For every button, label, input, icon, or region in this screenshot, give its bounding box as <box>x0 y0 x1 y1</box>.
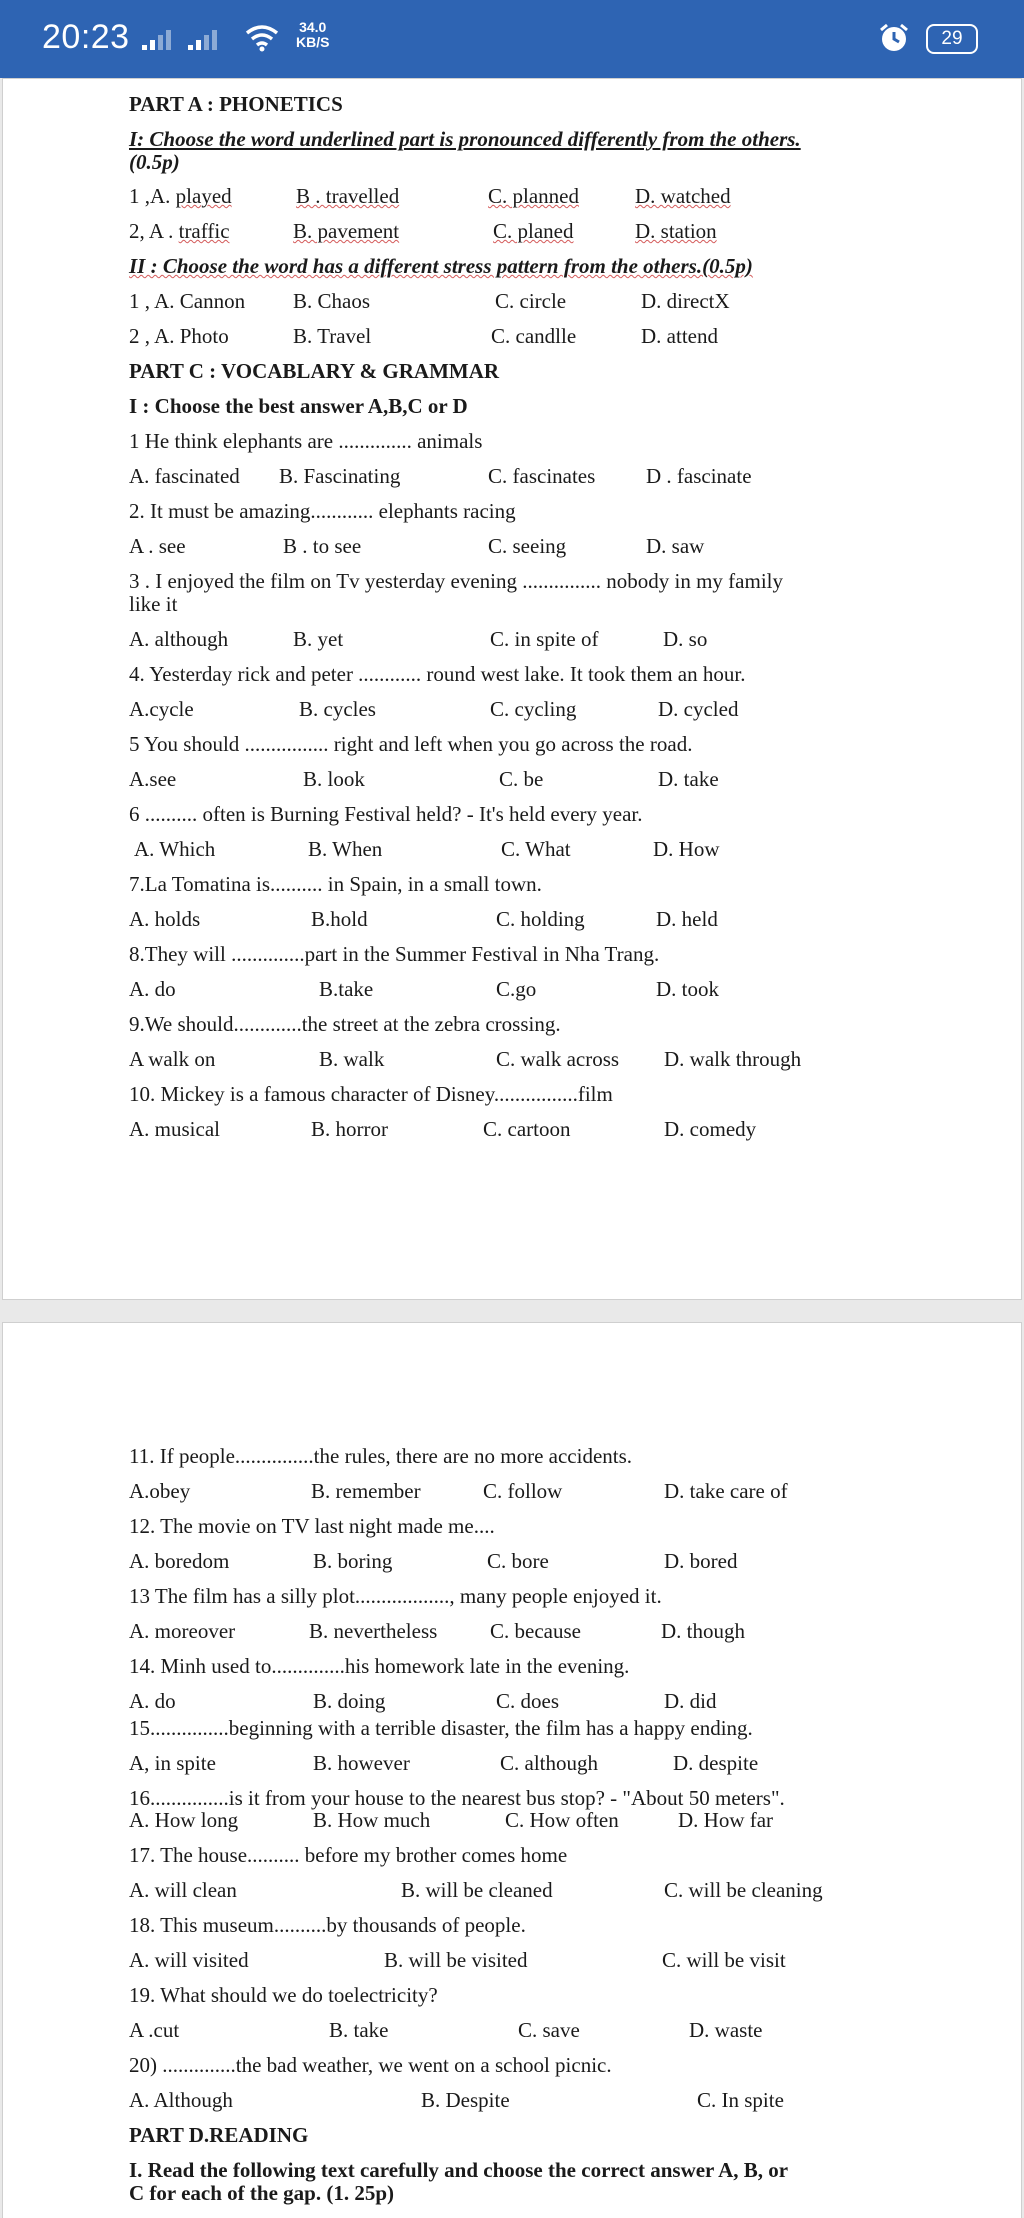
option-a: A. do <box>129 977 176 1001</box>
option-b: B. Fascinating <box>279 464 401 488</box>
question-5: 5 You should ................ right and left when you go across the road. <box>129 732 693 756</box>
battery-indicator: 29 <box>926 24 978 54</box>
option-c: C. although <box>500 1751 598 1775</box>
option-a: A walk on <box>129 1047 216 1071</box>
option-b: B . travelled <box>296 184 400 208</box>
option-c: C. cartoon <box>483 1117 571 1141</box>
option-b: B. however <box>313 1751 410 1775</box>
option-b: B . to see <box>283 534 362 558</box>
option-b: B. cycles <box>299 697 376 721</box>
question-20: 20) ..............the bad weather, we went on a school picnic. <box>129 2053 612 2077</box>
option-d: D. watched <box>635 184 731 208</box>
option-a: A. although <box>129 627 229 651</box>
option-a: A . see <box>129 534 186 558</box>
question-8: 8.They will ..............part in the Summer Festival in Nha Trang. <box>129 942 660 966</box>
option-b: B. remember <box>311 1479 421 1503</box>
option-c: C. be <box>499 767 544 791</box>
network-speed <box>296 20 329 50</box>
speed-value: 34.0 <box>299 19 327 35</box>
question-3-cont: like it <box>129 592 178 616</box>
option-a: A.cycle <box>129 697 194 721</box>
question-6: 6 .......... often is Burning Festival held? - It's held every year. <box>129 802 643 826</box>
option-b: B. will be cleaned <box>401 1878 553 1902</box>
instruction-2 <box>129 253 753 279</box>
option-c: C. bore <box>487 1549 549 1573</box>
question-9: 9.We should.............the street at the zebra crossing. <box>129 1012 561 1036</box>
option-d: D. walk through <box>664 1047 802 1071</box>
document-page-1 <box>2 78 1022 1300</box>
option-b: B. How much <box>313 1808 431 1832</box>
option-b: B. walk <box>319 1047 385 1071</box>
option-c: C. What <box>501 837 571 861</box>
option-d: D . fascinate <box>646 464 752 488</box>
signal-icon <box>142 30 171 50</box>
document-page-2 <box>2 1322 1022 2218</box>
question-12: 12. The movie on TV last night made me.... <box>129 1514 495 1538</box>
option-d: D. take <box>658 767 719 791</box>
question-18: 18. This museum..........by thousands of people. <box>129 1913 526 1937</box>
option-d: D. so <box>663 627 708 651</box>
option-d: D. cycled <box>658 697 739 721</box>
option-a: played <box>175 184 232 208</box>
option-d: D. held <box>656 907 718 931</box>
option-c: C. cycling <box>490 697 577 721</box>
option-a: A. How long <box>129 1808 239 1832</box>
option-d: D. How far <box>678 1808 774 1832</box>
question-19: 19. What should we do toelectricity? <box>129 1983 438 2007</box>
option-b: B. pavement <box>293 219 400 243</box>
question-13: 13 The film has a silly plot.................., many people enjoyed it. <box>129 1584 662 1608</box>
option-c: C. How often <box>505 1808 619 1832</box>
option-c: C. follow <box>483 1479 563 1503</box>
option-c: C. save <box>518 2018 580 2042</box>
option-b: B.take <box>319 977 374 1001</box>
option-d: D. though <box>661 1619 745 1643</box>
option-b: B. Despite <box>421 2088 510 2112</box>
option-d: D. directX <box>641 289 730 313</box>
question-14: 14. Minh used to..............his homework late in the evening. <box>129 1654 630 1678</box>
option-c: C. seeing <box>488 534 567 558</box>
option-c: C. will be visit <box>662 1948 786 1972</box>
speed-unit: KB/S <box>296 34 330 50</box>
option-d: D. attend <box>641 324 718 348</box>
phonetics-q1 <box>129 183 232 209</box>
option-a: A. musical <box>129 1117 220 1141</box>
option-c: C. will be cleaning <box>664 1878 823 1902</box>
option-b: B. When <box>308 837 383 861</box>
option-d: D. waste <box>689 2018 763 2042</box>
instruction-1-line1: I: Choose the word underlined part is pronounced differently from the others. <box>129 127 801 151</box>
instruction-2-text: II : Choose the word has a different stress pattern from the others.(0.5p) <box>129 254 753 278</box>
option-b: B. nevertheless <box>309 1619 438 1643</box>
option-a: A. will clean <box>129 1878 237 1902</box>
option-d: D. took <box>656 977 719 1001</box>
option-a: A. moreover <box>129 1619 236 1643</box>
option-a: A. do <box>129 1689 176 1713</box>
question-3: 3 . I enjoyed the film on Tv yesterday evening ............... nobody in my family <box>129 569 783 593</box>
option-c: C. in spite of <box>490 627 599 651</box>
instruction-1 <box>129 126 801 152</box>
option-d: D. take care of <box>664 1479 788 1503</box>
option-a: A. boredom <box>129 1549 230 1573</box>
option-d: D. station <box>635 219 717 243</box>
option-c: C. candlle <box>491 324 577 348</box>
question-17: 17. The house.......... before my brother comes home <box>129 1843 568 1867</box>
option-c: C. holding <box>496 907 585 931</box>
option-c: C. In spite <box>697 2088 784 2112</box>
wifi-icon <box>245 24 279 52</box>
option-c: C. walk across <box>496 1047 620 1071</box>
option-b: B. doing <box>313 1689 386 1713</box>
q-number: 1 ,A. <box>129 184 176 208</box>
part-c-heading: PART C : VOCABLARY & GRAMMAR <box>129 359 500 383</box>
option-a: A.see <box>129 767 177 791</box>
option-d: D. How <box>653 837 720 861</box>
option-b: B. Travel <box>293 324 372 348</box>
option-d: D. despite <box>673 1751 759 1775</box>
option-b: B. Chaos <box>293 289 371 313</box>
question-11: 11. If people...............the rules, there are no more accidents. <box>129 1444 633 1468</box>
question-1: 1 He think elephants are .............. animals <box>129 429 483 453</box>
part-d-heading: PART D.READING <box>129 2123 309 2147</box>
option-d: D. comedy <box>664 1117 757 1141</box>
option-b: B. horror <box>311 1117 388 1141</box>
option-c: C. planed <box>493 219 574 243</box>
instruction-3: I : Choose the best answer A,B,C or D <box>129 394 468 418</box>
option-a: A. will visited <box>129 1948 249 1972</box>
option-c: C.go <box>496 977 537 1001</box>
option-b: B. will be visited <box>384 1948 528 1972</box>
option-c: C. circle <box>495 289 567 313</box>
option-b: B. yet <box>293 627 344 651</box>
question-4: 4. Yesterday rick and peter ............ round west lake. It took them an hour. <box>129 662 746 686</box>
option-a: A. holds <box>129 907 201 931</box>
option-c: C. does <box>496 1689 559 1713</box>
question-15: 15...............beginning with a terrible disaster, the film has a happy ending. <box>129 1716 753 1740</box>
status-bar <box>0 0 1024 78</box>
q-number: 2, A . <box>129 219 179 243</box>
option-a: A, in spite <box>129 1751 216 1775</box>
option-a: A. Which <box>134 837 216 861</box>
option-b: B. take <box>329 2018 389 2042</box>
stress-q2: 2 , A. Photo <box>129 324 229 348</box>
alarm-icon <box>878 22 910 54</box>
option-b: B.hold <box>311 907 368 931</box>
option-d: D. saw <box>646 534 705 558</box>
clock: 20:23 <box>42 18 130 56</box>
option-a: A. fascinated <box>129 464 240 488</box>
question-7: 7.La Tomatina is.......... in Spain, in a small town. <box>129 872 542 896</box>
instruction-d-line2: C for each of the gap. (1. 25p) <box>129 2181 395 2205</box>
question-10: 10. Mickey is a famous character of Disney................film <box>129 1082 613 1106</box>
question-16: 16...............is it from your house to the nearest bus stop? - "About 50 meters". <box>129 1786 785 1810</box>
option-a: A. Although <box>129 2088 233 2112</box>
instruction-1-line2: (0.5p) <box>129 150 180 174</box>
stress-q1: 1 , A. Cannon <box>129 289 246 313</box>
phonetics-q2 <box>129 218 230 244</box>
option-a: A .cut <box>129 2018 180 2042</box>
signal-icon-2 <box>188 30 217 50</box>
instruction-d-line1: I. Read the following text carefully and choose the correct answer A, B, or <box>129 2158 789 2182</box>
option-c: C. because <box>490 1619 581 1643</box>
option-b: B. boring <box>313 1549 393 1573</box>
option-b: B. look <box>303 767 365 791</box>
question-2: 2. It must be amazing............ elephants racing <box>129 499 516 523</box>
option-c: C. planned <box>488 184 579 208</box>
option-a: A.obey <box>129 1479 191 1503</box>
part-a-heading: PART A : PHONETICS <box>129 92 343 116</box>
option-d: D. did <box>664 1689 717 1713</box>
option-c: C. fascinates <box>488 464 596 488</box>
option-a: traffic <box>178 219 230 243</box>
option-d: D. bored <box>664 1549 738 1573</box>
